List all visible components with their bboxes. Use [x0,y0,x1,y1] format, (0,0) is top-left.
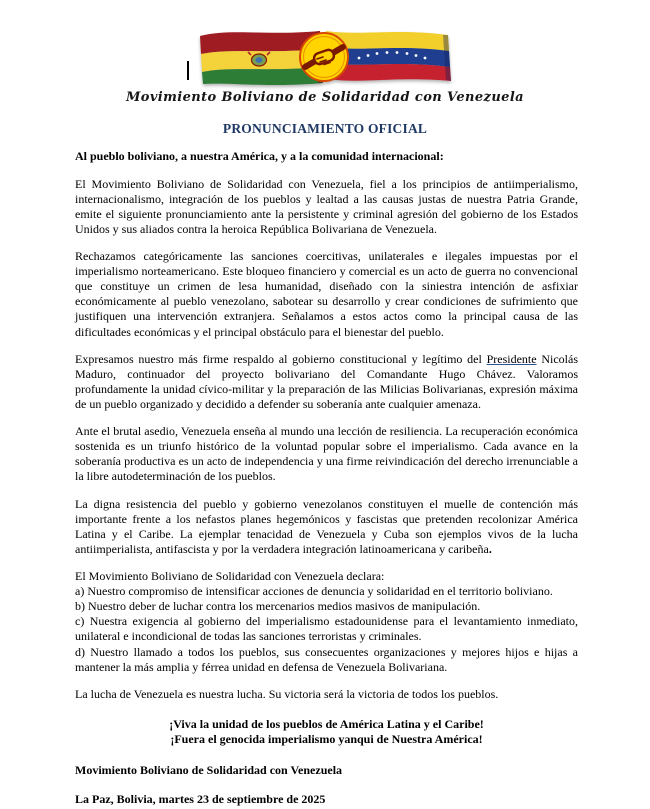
paragraph-5 [75,497,578,557]
paragraph-2: Rechazamos categóricamente las sanciones coercitivas, unilaterales e ilegales impuestas por el imperialismo norteamericano. Este bloqueo financiero y comercial es un acto de guerra no convencional que constituye un crimen de lesa humanidad, diseñado con la siniestra intención de asfixiar económicamente al pueblo venezolano, sabotear su desarrollo y crear condiciones de sufrimiento que justifiquen una intervención extranjera. Señalamos a estos actos como la principal causa de las dificultades económicas y el principal obstáculo para el bienestar del pueblo. [75,249,578,339]
closing-statement: La lucha de Venezuela es nuestra lucha. Su victoria será la victoria de todos los pueblos. [75,686,499,701]
document-title: PRONUNCIAMIENTO OFICIAL [222,121,428,137]
declaration-intro: El Movimiento Boliviano de Solidaridad con Venezuela declara: [75,569,385,583]
text-cursor [187,61,189,80]
slogans-block [75,717,578,748]
declaration-item-d: d) Nuestro llamado a todos los pueblos, sus consecuentes organizaciones y mejores hijos e hijas a mantener la más amplia y férrea unidad en defensa de Venezuela Bolivariana. [75,644,578,674]
slogan-viva: ¡Viva la unidad de los pueblos de América Latina y el Caribe! [169,716,484,731]
paragraph-4: Ante el brutal asedio, Venezuela enseña al mundo una lección de resiliencia. La recuperación económica sostenida es un triunfo histórico de la voluntad popular sobre el imperialismo. Cada avance en la soberanía productiva es un acto de independencia y una firme reivindicación del derecho irrenunciable a la libre autodeterminación de los pueblos. [75,424,578,484]
declaration-item-c: c) Nuestra exigencia al gobierno del imperialismo estadounidense para el levantamiento inmediato, unilateral e incondicional de todas las sanciones terroristas y criminales. [75,614,578,644]
paragraph-1: El Movimiento Boliviano de Solidaridad con Venezuela, fiel a los principios de antiimperialismo, internacionalismo, integración de los pueblos y lealtad a las causas justas de nuestra Patria Grande, emite el siguiente pronunciamiento ante la persistente y criminal agresión del gobierno de los Estados Unidos y sus aliados contra la heroica República Bolivariana de Venezuela. [75,176,578,236]
date-line: La Paz, Bolivia, martes 23 de septiembre de 2025 [75,792,326,807]
logo-banner [0,0,650,106]
declaration-block [75,569,578,675]
signature-line: Movimiento Boliviano de Solidaridad con Venezuela [75,763,343,778]
paragraph-3-after: Nicolás Maduro, continuador del proyecto bolivariano del Comandante Hugo Chávez. Valoramos profundamente la unidad cívico-militar y la preparación de las Milicias Bolivarianas, expresión máxima de un pueblo organizado y decidido a defender su soberanía ante cualquier amenaza. [75,351,578,412]
document-body [0,149,650,807]
paragraph-5-text: La digna resistencia del pueblo y gobierno venezolanos constituyen el muelle de contención más importante frente a los nefastos planes hegemónicos y fascistas que pretenden recolonizar América Latina y el Caribe. La ejemplar tenacidad de Venezuela y Cuba son ejemplos vivos de la lucha antiimperialista, antifascista y por la verdadera integración latinoamericana y caribeña [75,496,578,556]
presidente-link[interactable]: Presidente [486,351,537,366]
handshake-icon [300,33,348,81]
paragraph-3 [75,352,578,412]
slogan-fuera: ¡Fuera el genocida imperialismo yanqui de Nuestra América! [170,732,483,747]
solidarity-logo [196,27,454,85]
paragraph-5-bold-period: . [488,541,492,556]
declaration-item-b: b) Nuestro deber de luchar contra los mercenarios medios masivos de manipulación. [75,599,481,614]
logo-caption: Movimiento Boliviano de Solidaridad con Venezuela [125,90,525,106]
declaration-item-a: a) Nuestro compromiso de intensificar acciones de denuncia y solidaridad en el territorio boliviano. [75,584,553,599]
paragraph-3-before: Expresamos nuestro más firme respaldo al gobierno constitucional y legítimo del [75,351,487,366]
salutation: Al pueblo boliviano, a nuestra América, y a la comunidad internacional: [75,149,444,164]
